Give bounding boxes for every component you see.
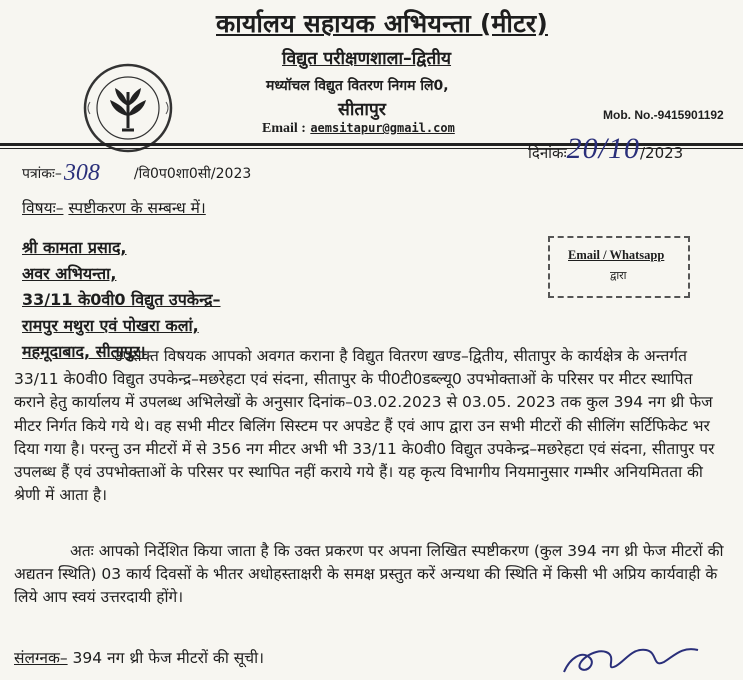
reference-number (22, 158, 251, 185)
addressee-line: महमूदाबाद, सीतापुर। (22, 342, 146, 361)
dispatch-stamp (548, 236, 690, 298)
lab-name: विद्युत परीक्षणशाला–द्वितीय (282, 49, 452, 69)
office-title: कार्यालय सहायक अभियन्ता (मीटर) (216, 9, 548, 38)
date-label: दिनांकः (528, 144, 567, 162)
signature-icon (560, 628, 720, 680)
subject-text: स्पष्टीकरण के सम्बन्ध में। (68, 199, 206, 217)
addressee-line: अवर अभियन्ता, (22, 264, 117, 283)
body-paragraph-1 (14, 345, 726, 507)
company-name: मध्यॉचल विद्युत वितरण निगम लि0, (266, 78, 449, 94)
email-address: aemsitapur@gmail.com (310, 121, 455, 135)
body-paragraph-2 (14, 540, 726, 610)
email-label: Email : (262, 121, 306, 136)
stamp-via: द्वारा (610, 269, 627, 282)
addressee-line: श्री कामता प्रसाद, (22, 238, 127, 257)
reference-suffix: /वि0प0शा0सी/2023 (133, 166, 252, 182)
body-paragraph-2-text: अतः आपको निर्देशित किया जाता है कि उक्त प्रकरण पर अपना लिखित स्पष्टीकरण (कुल 394 नग थ्री फेज मीटरों की अद्यतन स्थिति) 03 कार्य दिवसों के भीतर अधोहस्ताक्षरी के समक्ष प्रस्तुत करें अन्यथा की स्थिति में किसी भी अप्रिय कार्यवाही के लिये आप स्वयं उत्तरदायी होंगे। (14, 542, 724, 607)
letter-date (528, 132, 683, 166)
date-handwritten: 20/10 (566, 132, 640, 165)
addressee-line: रामपुर मथुरा एवं पोखरा कलां, (22, 316, 199, 335)
date-year: /2023 (639, 144, 684, 162)
addressee-line: 33/11 के0वी0 विद्युत उपकेन्द्र– (22, 290, 221, 309)
office-email (262, 120, 455, 137)
emblem-icon (82, 62, 174, 154)
stamp-mode: Email / Whatsapp (568, 248, 665, 262)
enclosure-label: संलग्नक– (14, 649, 68, 667)
office-city: सीतापुर (338, 100, 386, 120)
enclosure-text: 394 नग थ्री फेज मीटरों की सूची। (72, 649, 264, 667)
reference-label: पत्रांकः– (22, 166, 62, 182)
enclosure-line (14, 646, 264, 668)
mobile-number: Mob. No.-9415901192 (603, 108, 724, 122)
subject-label: विषयः– (22, 199, 64, 217)
reference-handwritten: 308 (63, 160, 100, 186)
body-paragraph-1-text: उपरोक्त विषयक आपको अवगत कराना है विद्युत वितरण खण्ड–द्वितीय, सीतापुर के कार्यक्षेत्र के अन्तर्गत 33/11 के0वी0 विद्युत उपकेन्द्र–मछरेहटा एवं संदना, सीतापुर के पी0टी0डब्ल्यू0 उपभोक्ताओं के परिसर पर मीटर स्थापित कराने हेतु कार्यालय में उपलब्ध अभिलेखों के अनुसार दिनांक–03.02.2023 से 03.05. 2023 तक कुल 394 नग थ्री फेज मीटर निर्गत किये गये थे। वह सभी मीटर बिलिंग सिस्टम पर अपडेट हैं एवं आप द्वारा उन सभी मीटरों की सीलिंग सर्टिफिकेट भर दिया गया है। परन्तु उन मीटरों में से 356 नग मीटर अभी भी 33/11 के0वी0 विद्युत उपकेन्द्र–मछरेहटा एवं संदना, सीतापुर पर उपलब्ध हैं एवं उपभोक्ताओं के परिसर पर स्थापित नहीं कराये गये हैं। यह कृत्य विभागीय नियमानुसार गम्भीर अनियमितता की श्रेणी में आता है। (14, 347, 715, 505)
subject-line (22, 196, 206, 218)
